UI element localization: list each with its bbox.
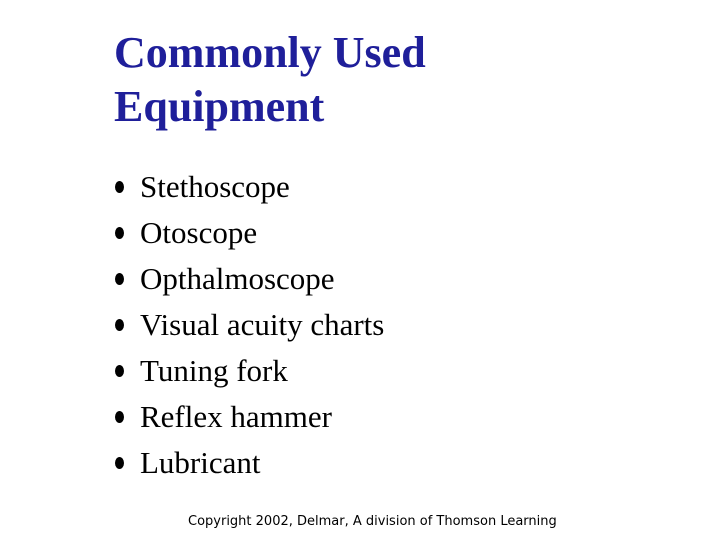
bullet-icon <box>115 181 124 193</box>
equipment-list-item-reflex-hammer <box>115 394 384 440</box>
equipment-list-item-label: Reflex hammer <box>140 399 332 434</box>
equipment-list-item-opthalmoscope <box>115 256 384 302</box>
equipment-list-item-label: Stethoscope <box>140 169 290 204</box>
equipment-list-item-otoscope <box>115 210 384 256</box>
bullet-icon <box>115 319 124 331</box>
slide-title <box>114 26 426 134</box>
equipment-list-item-stethoscope <box>115 164 384 210</box>
slide-title-line-2: Equipment <box>114 82 325 131</box>
bullet-icon <box>115 273 124 285</box>
bullet-icon <box>115 457 124 469</box>
equipment-list-item-label: Otoscope <box>140 215 258 250</box>
equipment-list-item-label: Lubricant <box>140 445 261 480</box>
equipment-list-item-label: Visual acuity charts <box>140 307 385 342</box>
equipment-list-item-label: Opthalmoscope <box>140 261 335 296</box>
equipment-list-item-lubricant <box>115 440 384 486</box>
equipment-list-item-visual-acuity-charts <box>115 302 384 348</box>
equipment-list <box>115 164 384 486</box>
slide-title-line-1: Commonly Used <box>114 28 426 77</box>
copyright-footer: Copyright 2002, Delmar, A division of Thomson Learning <box>188 514 557 529</box>
equipment-list-item-label: Tuning fork <box>140 353 288 388</box>
equipment-list-item-tuning-fork <box>115 348 384 394</box>
bullet-icon <box>115 411 124 423</box>
bullet-icon <box>115 227 124 239</box>
bullet-icon <box>115 365 124 377</box>
